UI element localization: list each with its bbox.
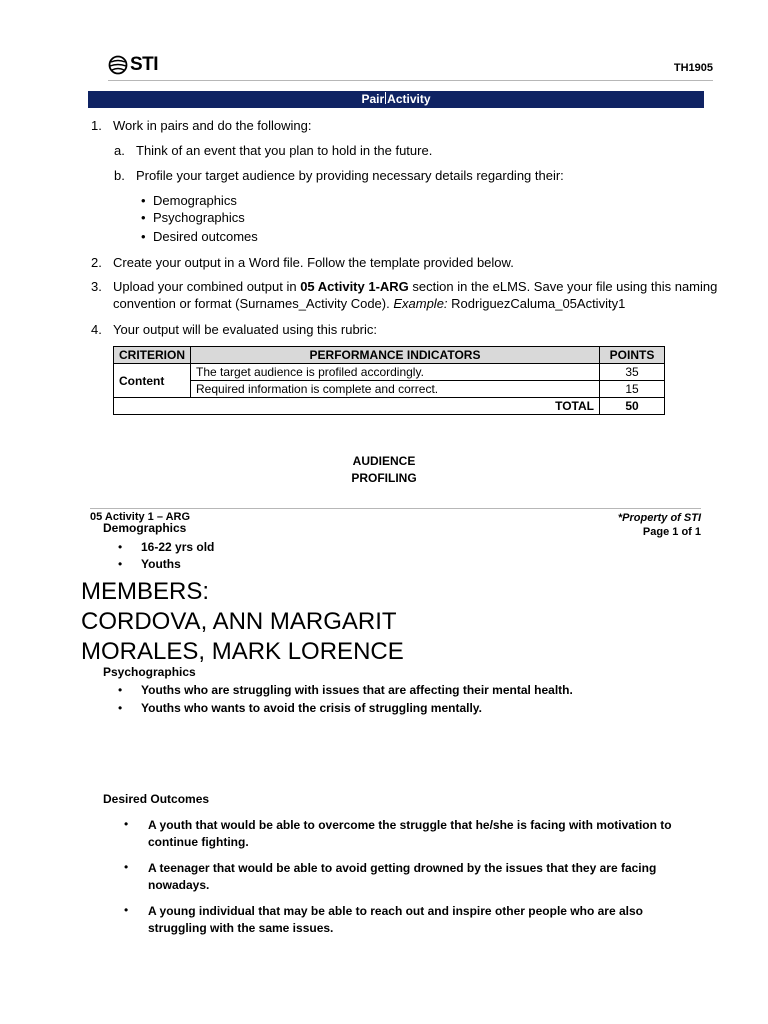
sub-item-text: Profile your target audience by providing necessary details regarding their: bbox=[136, 168, 564, 183]
text-part: section in the eLMS. Save your file using this naming bbox=[408, 279, 718, 294]
total-label: TOTAL bbox=[114, 398, 600, 415]
footer-right bbox=[618, 511, 701, 539]
demographics-text: 16-22 yrs old bbox=[141, 540, 215, 554]
bullet-text: Demographics bbox=[153, 193, 237, 208]
banner-left: Pair bbox=[361, 92, 385, 106]
bullet-dot-icon: • bbox=[124, 860, 129, 874]
sub-item-text: Think of an event that you plan to hold in the future. bbox=[136, 143, 433, 158]
bullet-dot-icon: • bbox=[118, 683, 123, 697]
footer-property: *Property of STI bbox=[617, 512, 701, 524]
header-indicators: PERFORMANCE INDICATORS bbox=[191, 347, 600, 364]
footer-activity-code: 05 Activity 1 – ARG bbox=[90, 511, 191, 523]
psychographics-text: Youths who are struggling with issues that are affecting their mental health. bbox=[141, 683, 573, 697]
footer-page-number: Page 1 of 1 bbox=[642, 526, 701, 538]
psychographics-text: Youths who wants to avoid the crisis of struggling mentally. bbox=[141, 701, 482, 715]
header-divider bbox=[108, 80, 713, 81]
indicator-cell: Required information is complete and correct. bbox=[191, 381, 600, 398]
outcome-text: A young individual that may be able to reach out and inspire other people who are also struggling with the same issues. bbox=[148, 904, 643, 935]
instruction-text bbox=[113, 295, 625, 312]
instruction-text: Your output will be evaluated using this rubric: bbox=[113, 322, 378, 337]
bullet-dot-icon: • bbox=[141, 210, 146, 225]
indicator-cell: The target audience is profiled accordingly. bbox=[191, 364, 600, 381]
instruction-text: Create your output in a Word file. Follow the template provided below. bbox=[113, 255, 514, 270]
member-name: MORALES, MARK LORENCE bbox=[81, 638, 404, 665]
criterion-cell: Content bbox=[114, 364, 191, 398]
text-part: RodriguezCaluma_05Activity1 bbox=[447, 296, 626, 311]
document-code: TH1905 bbox=[673, 62, 713, 74]
rubric-table bbox=[113, 346, 665, 415]
instruction-number: 4. bbox=[91, 322, 102, 337]
text-part: convention or format (Surnames_Activity Code). bbox=[113, 296, 394, 311]
points-cell: 15 bbox=[600, 381, 665, 398]
logo-text: STI bbox=[130, 54, 159, 75]
total-row bbox=[114, 398, 665, 415]
sub-item-label: a. bbox=[114, 143, 125, 158]
instruction-text bbox=[113, 278, 717, 295]
bullet-text: Psychographics bbox=[153, 210, 245, 225]
total-points: 50 bbox=[600, 398, 665, 415]
header-criterion: CRITERION bbox=[114, 347, 191, 364]
sti-globe-icon bbox=[108, 55, 128, 75]
section-name: 05 Activity 1-ARG bbox=[300, 279, 409, 294]
activity-banner bbox=[88, 91, 704, 108]
points-cell: 35 bbox=[600, 364, 665, 381]
outcome-item bbox=[0, 860, 768, 896]
members-block bbox=[81, 577, 404, 667]
outcome-item bbox=[0, 817, 768, 853]
bullet-text: Desired outcomes bbox=[153, 229, 258, 244]
banner-right: Activity bbox=[387, 92, 431, 106]
instruction-number: 2. bbox=[91, 255, 102, 270]
footer-divider bbox=[90, 508, 701, 509]
bullet-dot-icon: • bbox=[118, 540, 123, 554]
section-title-line1: AUDIENCE bbox=[352, 454, 416, 468]
psychographics-heading: Psychographics bbox=[103, 665, 196, 679]
sti-logo bbox=[108, 54, 158, 76]
text-cursor bbox=[385, 92, 386, 104]
members-label: MEMBERS: bbox=[81, 578, 210, 605]
example-label: Example: bbox=[393, 296, 448, 311]
outcome-text: A teenager that would be able to avoid getting drowned by the issues that they are facing nowadays. bbox=[148, 861, 657, 892]
outcome-text: A youth that would be able to overcome the struggle that he/she is facing with motivation to continue fighting. bbox=[148, 818, 672, 849]
member-name: CORDOVA, ANN MARGARIT bbox=[81, 608, 397, 635]
bullet-dot-icon: • bbox=[118, 557, 123, 571]
outcome-item bbox=[0, 903, 768, 939]
desired-outcomes-heading: Desired Outcomes bbox=[103, 792, 210, 806]
bullet-dot-icon: • bbox=[118, 701, 123, 715]
bullet-dot-icon: • bbox=[141, 229, 146, 244]
table-row bbox=[114, 364, 665, 381]
bullet-dot-icon: • bbox=[141, 193, 146, 208]
instruction-text: Work in pairs and do the following: bbox=[113, 118, 312, 133]
header-points: POINTS bbox=[600, 347, 665, 364]
section-title-line2: PROFILING bbox=[351, 471, 417, 485]
sub-item-label: b. bbox=[114, 168, 125, 183]
bullet-dot-icon: • bbox=[124, 903, 129, 917]
bullet-dot-icon: • bbox=[124, 817, 129, 831]
instruction-number: 1. bbox=[91, 118, 102, 133]
instruction-number: 3. bbox=[91, 279, 102, 294]
table-row bbox=[114, 381, 665, 398]
table-header-row bbox=[114, 347, 665, 364]
demographics-heading: Demographics bbox=[103, 521, 187, 535]
demographics-text: Youths bbox=[141, 557, 181, 571]
text-part: Upload your combined output in bbox=[113, 279, 301, 294]
